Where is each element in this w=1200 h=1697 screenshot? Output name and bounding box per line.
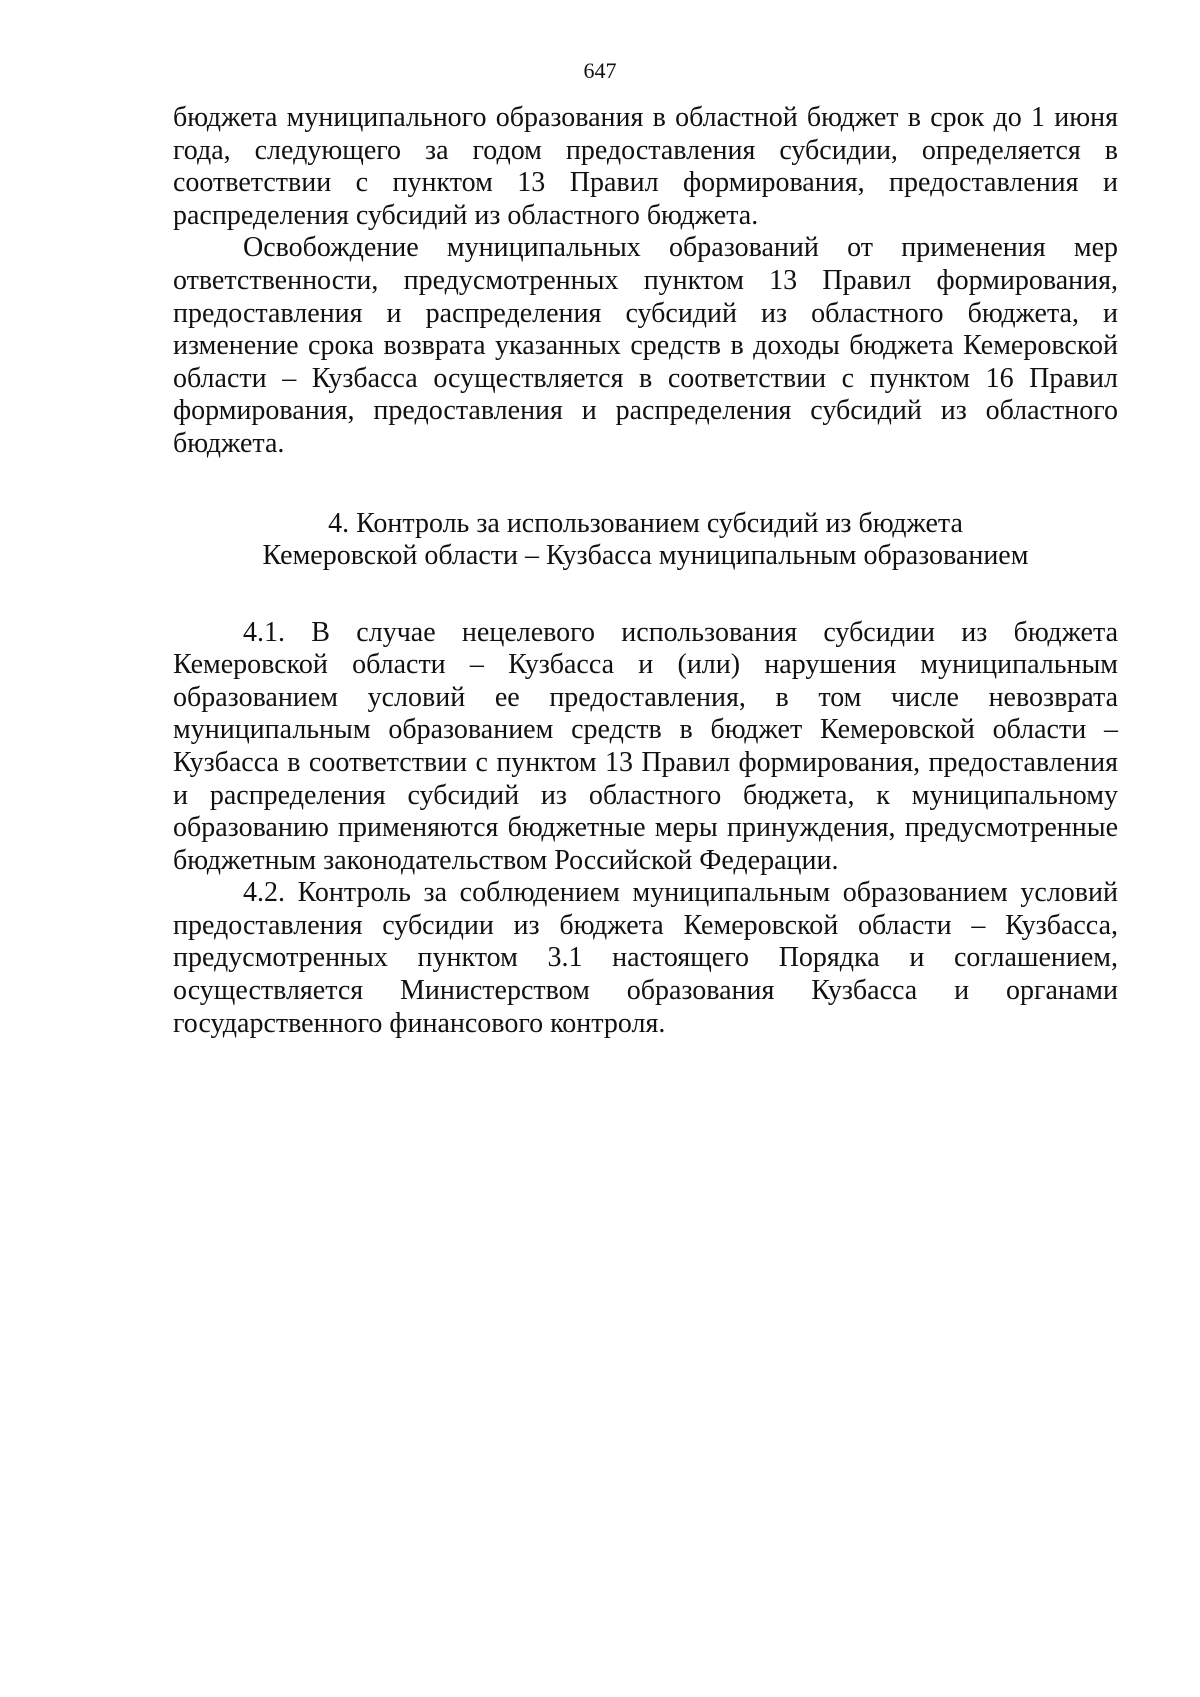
paragraph-4-2: 4.2. Контроль за соблюдением муниципальным образованием условий предоставления субсидии из бюджета Кемеровской области – Кузбасса, предусмотренных пунктом 3.1 настоящего Порядка и соглашением, осуществляется Министерством образования Кузбасса и органами государственного финансового контроля. (173, 877, 1118, 1039)
section-heading-line-2: Кемеровской области – Кузбасса муниципальным образованием (262, 540, 1029, 572)
page-number: 647 (583, 58, 617, 83)
document-body (173, 102, 1118, 1040)
section-heading (173, 508, 1118, 573)
paragraph-4-1: 4.1. В случае нецелевого использования субсидии из бюджета Кемеровской области – Кузбасса и (или) нарушения муниципальным образованием условий ее предоставления, в том числе невозврата муниципальным образованием средств в бюджет Кемеровской области – Кузбасса в соответствии с пунктом 13 Правил формирования, предоставления и распределения субсидий из областного бюджета, к муниципальному образованию применяются бюджетные меры принуждения, предусмотренные бюджетным законодательством Российской Федерации. (173, 616, 1118, 876)
paragraph-exemption: Освобождение муниципальных образований от применения мер ответственности, предусмотренных пунктом 13 Правил формирования, предоставления и распределения субсидий из областного бюджета, и изменение срока возврата указанных средств в доходы бюджета Кемеровской области – Кузбасса осуществляется в соответствии с пунктом 16 Правил формирования, предоставления и распределения субсидий из областного бюджета. (173, 232, 1118, 459)
paragraph-continuation: бюджета муниципального образования в областной бюджет в срок до 1 июня года, следующего за годом предоставления субсидии, определяется в соответствии с пунктом 13 Правил формирования, предоставления и распределения субсидий из областного бюджета. (173, 102, 1118, 231)
section-heading-line-1: 4. Контроль за использованием субсидий из бюджета (328, 507, 963, 539)
